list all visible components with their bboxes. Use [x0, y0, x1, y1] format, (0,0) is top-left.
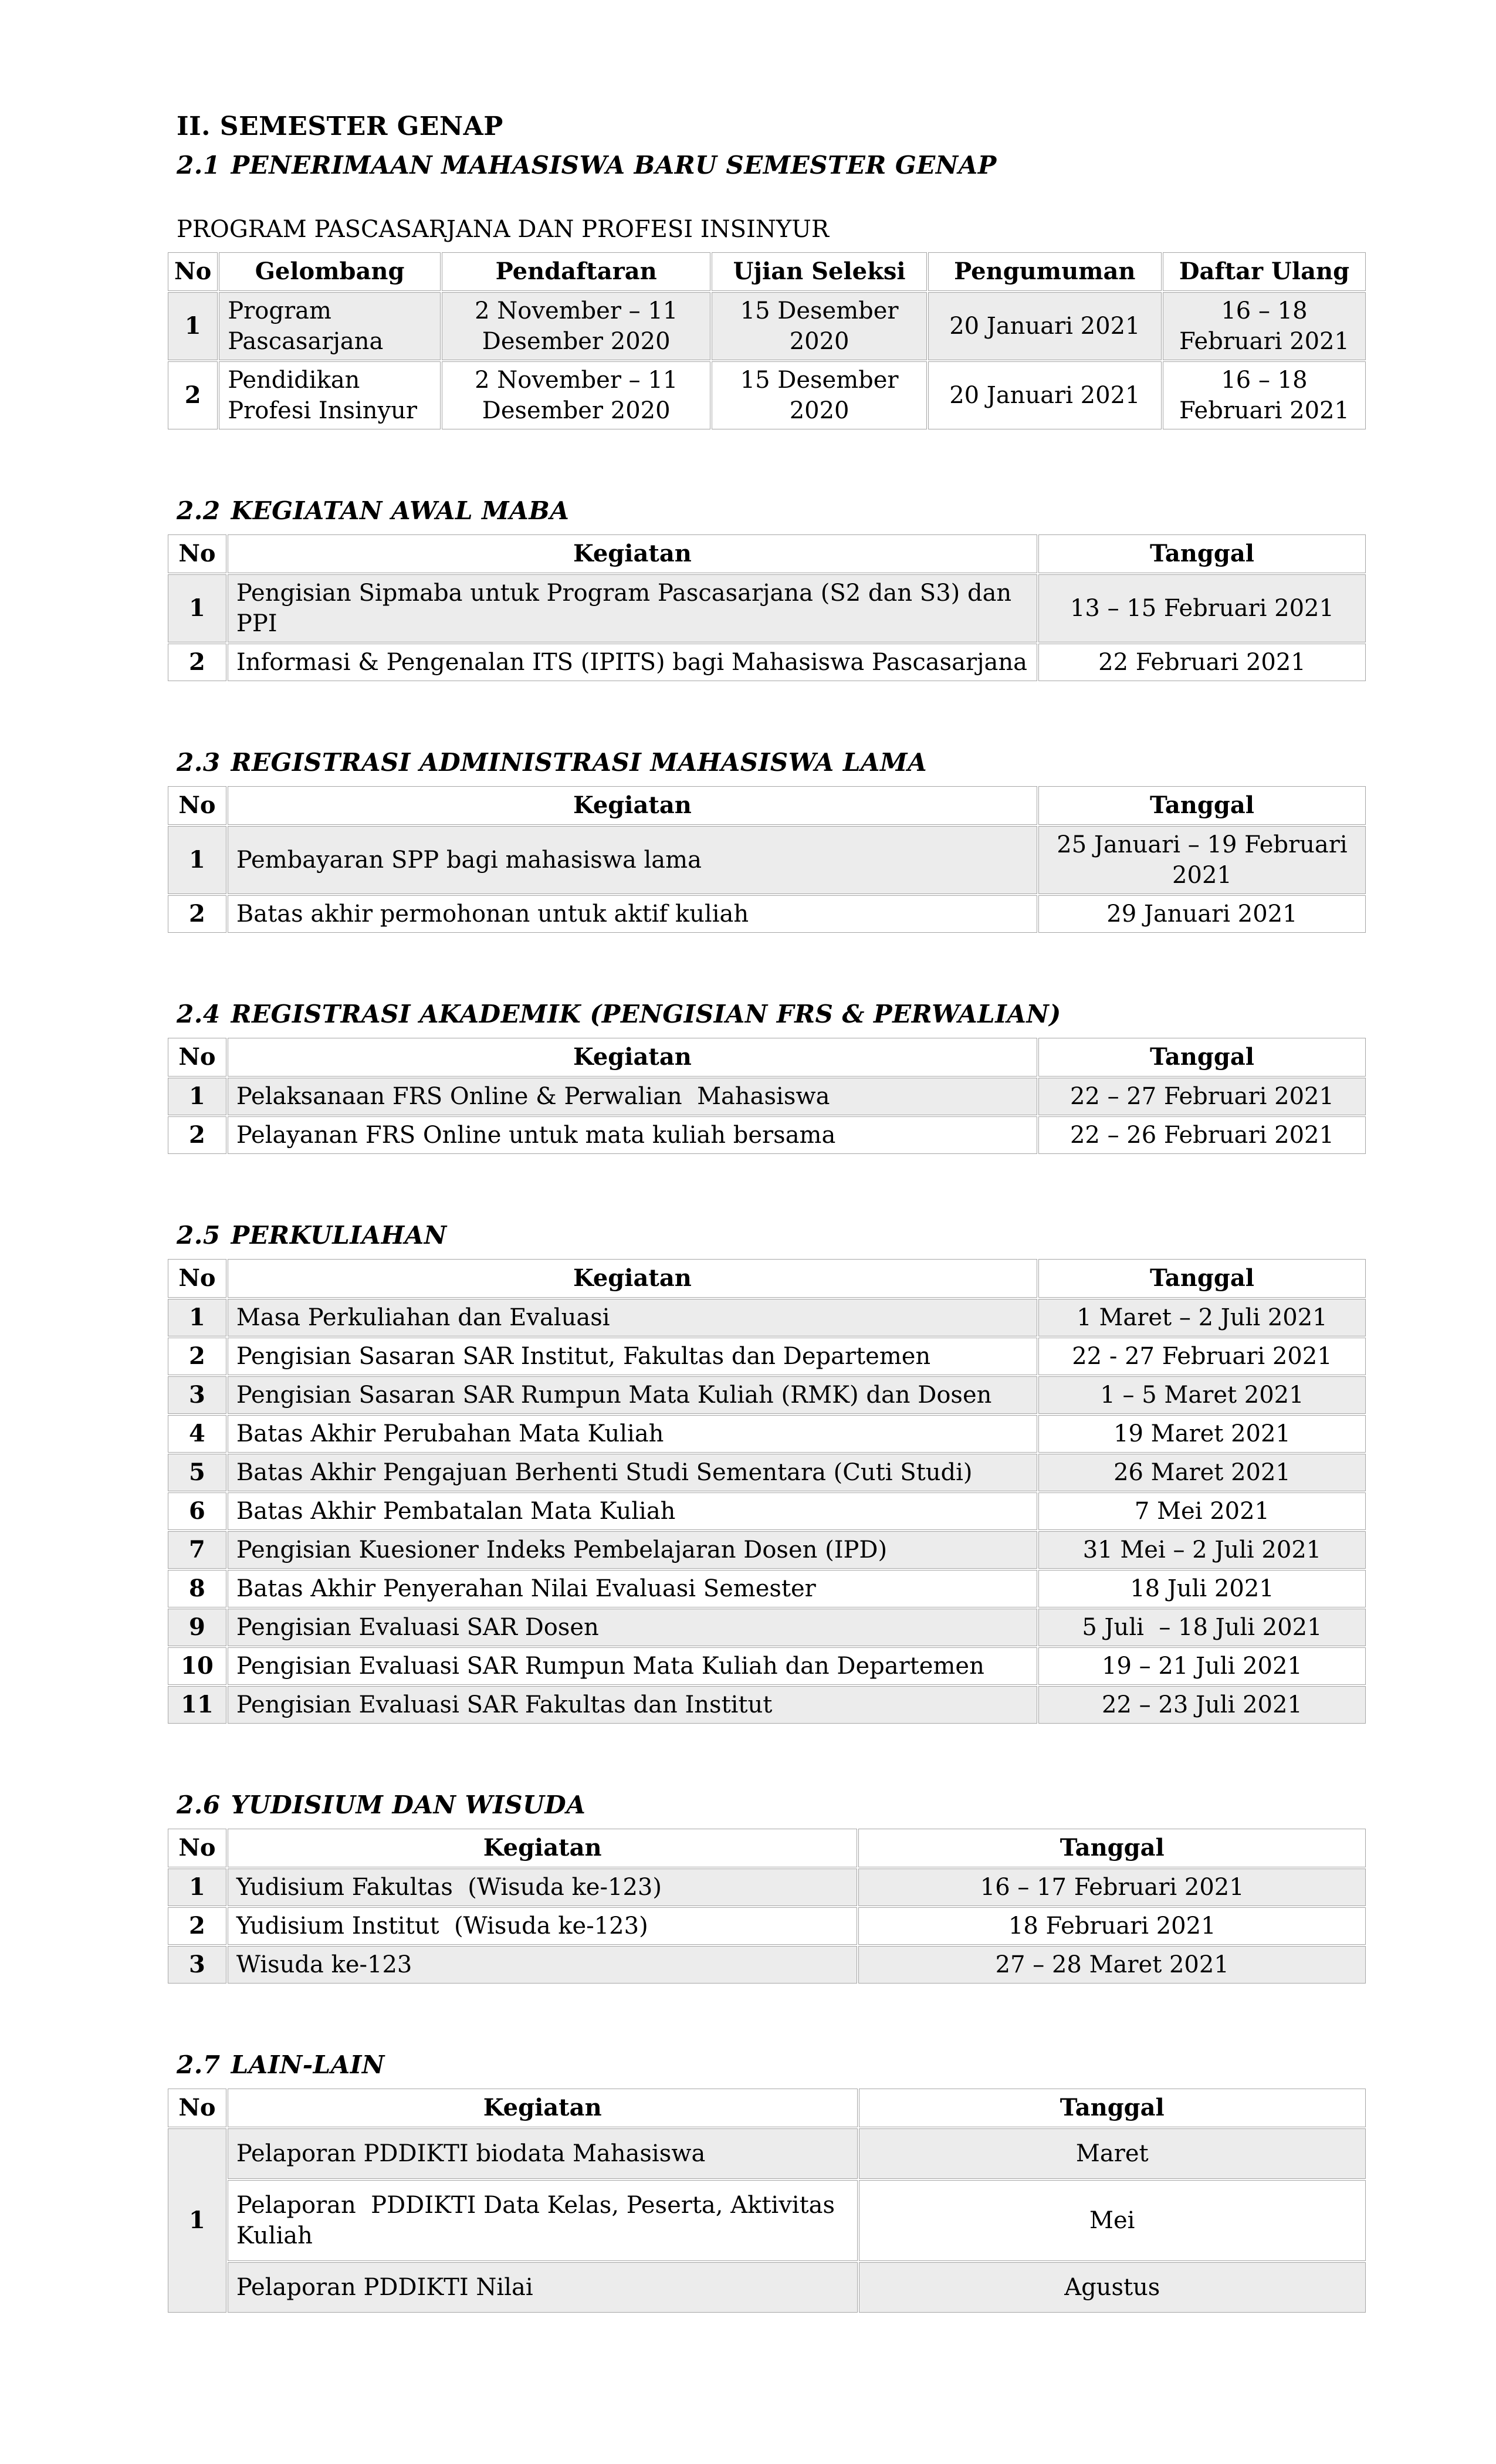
row-number-cell: 6 [168, 1492, 226, 1530]
section-title: PENERIMAAN MAHASISWA BARU SEMESTER GENAP [231, 151, 997, 180]
section-title: YUDISIUM DAN WISUDA [231, 1791, 586, 1819]
header-row [168, 786, 1366, 825]
kegiatan-cell: Pengisian Evaluasi SAR Fakultas dan Institut [228, 1686, 1037, 1724]
kegiatan-cell: Yudisium Fakultas (Wisuda ke-123) [228, 1869, 858, 1906]
section-heading [177, 1791, 1367, 1819]
kegiatan-cell: Pelayanan FRS Online untuk mata kuliah bersama [228, 1116, 1037, 1154]
header-row [168, 1829, 1366, 1867]
section-number: 2.6 [177, 1791, 221, 1819]
row-number-cell: 1 [168, 1299, 226, 1336]
table-row [168, 2180, 1366, 2261]
kegiatan-cell: Batas Akhir Penyerahan Nilai Evaluasi Semester [228, 1570, 1037, 1607]
column-header-kegiatan: Kegiatan [228, 534, 1037, 573]
row-number-cell: 7 [168, 1531, 226, 1569]
header-row [168, 2089, 1366, 2127]
column-header-gelombang: Gelombang [219, 252, 441, 291]
tanggal-cell: 1 Maret – 2 Juli 2021 [1038, 1299, 1366, 1336]
column-header-kegiatan: Kegiatan [228, 1259, 1037, 1298]
table-row [168, 1531, 1366, 1569]
row-number-cell: 9 [168, 1609, 226, 1646]
section-title: LAIN-LAIN [231, 2050, 385, 2079]
kegiatan-cell: Pembayaran SPP bagi mahasiswa lama [228, 826, 1037, 894]
kegiatan-cell: Masa Perkuliahan dan Evaluasi [228, 1299, 1037, 1336]
schedule-table-2-6 [167, 1827, 1367, 1985]
column-header-kegiatan: Kegiatan [228, 1038, 1037, 1077]
header-row [168, 252, 1366, 291]
table-row [168, 574, 1366, 642]
kegiatan-cell: Informasi & Pengenalan ITS (IPITS) bagi Mahasiswa Pascasarjana [228, 644, 1037, 681]
table-row [168, 2262, 1366, 2313]
table-row [168, 1454, 1366, 1491]
kegiatan-cell: Yudisium Institut (Wisuda ke-123) [228, 1907, 858, 1945]
tanggal-cell: 5 Juli – 18 Juli 2021 [1038, 1609, 1366, 1646]
row-number-cell: 1 [168, 574, 226, 642]
tanggal-cell: 22 – 23 Juli 2021 [1038, 1686, 1366, 1724]
header-row [168, 1038, 1366, 1077]
table-row [168, 1415, 1366, 1453]
column-header-no: No [168, 1829, 226, 1867]
schedule-table-2-2 [167, 533, 1367, 682]
row-number-cell: 1 [168, 292, 218, 360]
kegiatan-cell: Batas Akhir Pengajuan Berhenti Studi Sementara (Cuti Studi) [228, 1454, 1037, 1491]
row-number-cell: 2 [168, 361, 218, 429]
table-row [168, 361, 1366, 429]
table-row [168, 1686, 1366, 1724]
schedule-table-2-4 [167, 1037, 1367, 1155]
table-row [168, 644, 1366, 681]
row-number-cell: 1 [168, 2128, 226, 2313]
schedule-table-2-5 [167, 1258, 1367, 1725]
table-row [168, 2128, 1366, 2179]
section-2-3 [167, 748, 1367, 934]
table-row [168, 1338, 1366, 1375]
section-2-4 [167, 1000, 1367, 1155]
schedule-table-2-1 [167, 251, 1367, 431]
column-header-no: No [168, 534, 226, 573]
pengumuman-cell: 20 Januari 2021 [928, 292, 1162, 360]
section-2-7 [167, 2050, 1367, 2314]
row-number-cell: 3 [168, 1946, 226, 1984]
kegiatan-cell: Pelaksanaan FRS Online & Perwalian Mahasiswa [228, 1078, 1037, 1115]
column-header-tanggal: Tanggal [1038, 1038, 1366, 1077]
tanggal-cell: 29 Januari 2021 [1038, 895, 1366, 933]
tanggal-cell: 25 Januari – 19 Februari 2021 [1038, 826, 1366, 894]
tanggal-cell: 22 - 27 Februari 2021 [1038, 1338, 1366, 1375]
table-row [168, 1570, 1366, 1607]
pengumuman-cell: 20 Januari 2021 [928, 361, 1162, 429]
column-header-kegiatan: Kegiatan [228, 786, 1037, 825]
kegiatan-cell: Batas akhir permohonan untuk aktif kuliah [228, 895, 1037, 933]
column-header-no: No [168, 252, 218, 291]
tanggal-cell: 31 Mei – 2 Juli 2021 [1038, 1531, 1366, 1569]
header-row [168, 534, 1366, 573]
column-header-no: No [168, 1259, 226, 1298]
schedule-table-2-7 [167, 2087, 1367, 2314]
schedule-table-2-3 [167, 785, 1367, 934]
table-row [168, 1116, 1366, 1154]
section-number: 2.4 [177, 1000, 221, 1028]
kegiatan-cell: Pengisian Evaluasi SAR Dosen [228, 1609, 1037, 1646]
column-header-tanggal: Tanggal [859, 2089, 1366, 2127]
tanggal-cell: 22 – 26 Februari 2021 [1038, 1116, 1366, 1154]
table-row [168, 1299, 1366, 1336]
section-title: KEGIATAN AWAL MABA [231, 496, 570, 525]
tanggal-cell: 18 Februari 2021 [858, 1907, 1366, 1945]
table-row [168, 1907, 1366, 1945]
column-header-pengumuman: Pengumuman [928, 252, 1162, 291]
column-header-tanggal: Tanggal [1038, 534, 1366, 573]
pendaftaran-cell: 2 November – 11 Desember 2020 [442, 292, 710, 360]
row-number-cell: 2 [168, 1338, 226, 1375]
section-subheading: PROGRAM PASCASARJANA DAN PROFESI INSINYUR [177, 216, 830, 243]
kegiatan-cell: Pengisian Sasaran SAR Rumpun Mata Kuliah (RMK) dan Dosen [228, 1376, 1037, 1414]
section-number: 2.3 [177, 748, 221, 777]
row-number-cell: 2 [168, 1907, 226, 1945]
section-number: 2.7 [177, 2050, 221, 2079]
section-number: 2.1 [177, 151, 221, 180]
column-header-no: No [168, 1038, 226, 1077]
section-heading [177, 2050, 1367, 2079]
tanggal-cell: Maret [859, 2128, 1366, 2179]
ujian-seleksi-cell: 15 Desember 2020 [712, 361, 926, 429]
column-header-tanggal: Tanggal [858, 1829, 1366, 1867]
column-header-tanggal: Tanggal [1038, 786, 1366, 825]
row-number-cell: 11 [168, 1686, 226, 1724]
section-title: REGISTRASI AKADEMIK (PENGISIAN FRS & PERWALIAN) [231, 1000, 1061, 1028]
tanggal-cell: 22 Februari 2021 [1038, 644, 1366, 681]
tanggal-cell: 27 – 28 Maret 2021 [858, 1946, 1366, 1984]
tanggal-cell: 19 Maret 2021 [1038, 1415, 1366, 1453]
kegiatan-cell: Pelaporan PDDIKTI Nilai [228, 2262, 858, 2313]
section-heading [177, 1221, 1367, 1250]
tanggal-cell: 13 – 15 Februari 2021 [1038, 574, 1366, 642]
kegiatan-cell: Pengisian Sipmaba untuk Program Pascasarjana (S2 dan S3) dan PPI [228, 574, 1037, 642]
section-heading [177, 748, 1367, 777]
row-number-cell: 2 [168, 644, 226, 681]
table-row [168, 895, 1366, 933]
table-row [168, 1869, 1366, 1906]
kegiatan-cell: Batas Akhir Perubahan Mata Kuliah [228, 1415, 1037, 1453]
section-2-5 [167, 1221, 1367, 1725]
section-title: REGISTRASI ADMINISTRASI MAHASISWA LAMA [231, 748, 928, 777]
section-heading [177, 1000, 1367, 1028]
kegiatan-cell: Pelaporan PDDIKTI biodata Mahasiswa [228, 2128, 858, 2179]
kegiatan-cell: Pengisian Sasaran SAR Institut, Fakultas dan Departemen [228, 1338, 1037, 1375]
tanggal-cell: 1 – 5 Maret 2021 [1038, 1376, 1366, 1414]
gelombang-cell: Program Pascasarjana [219, 292, 441, 360]
table-row [168, 1492, 1366, 1530]
row-number-cell: 3 [168, 1376, 226, 1414]
table-row [168, 1078, 1366, 1115]
pendaftaran-cell: 2 November – 11 Desember 2020 [442, 361, 710, 429]
section-heading [177, 151, 1367, 180]
tanggal-cell: Agustus [859, 2262, 1366, 2313]
kegiatan-cell: Pengisian Evaluasi SAR Rumpun Mata Kuliah dan Departemen [228, 1647, 1037, 1685]
daftar-ulang-cell: 16 – 18 Februari 2021 [1163, 361, 1366, 429]
row-number-cell: 10 [168, 1647, 226, 1685]
section-heading [177, 496, 1367, 525]
page-title: II. SEMESTER GENAP [177, 111, 503, 141]
row-number-cell: 2 [168, 895, 226, 933]
kegiatan-cell: Batas Akhir Pembatalan Mata Kuliah [228, 1492, 1037, 1530]
table-row [168, 1609, 1366, 1646]
column-header-ujian-seleksi: Ujian Seleksi [712, 252, 926, 291]
ujian-seleksi-cell: 15 Desember 2020 [712, 292, 926, 360]
column-header-kegiatan: Kegiatan [228, 1829, 858, 1867]
column-header-tanggal: Tanggal [1038, 1259, 1366, 1298]
table-row [168, 1946, 1366, 1984]
tanggal-cell: 16 – 17 Februari 2021 [858, 1869, 1366, 1906]
table-row [168, 1376, 1366, 1414]
row-number-cell: 1 [168, 1078, 226, 1115]
section-2-6 [167, 1791, 1367, 1985]
column-header-pendaftaran: Pendaftaran [442, 252, 710, 291]
row-number-cell: 1 [168, 1869, 226, 1906]
row-number-cell: 1 [168, 826, 226, 894]
tanggal-cell: Mei [859, 2180, 1366, 2261]
row-number-cell: 4 [168, 1415, 226, 1453]
column-header-kegiatan: Kegiatan [228, 2089, 858, 2127]
tanggal-cell: 18 Juli 2021 [1038, 1570, 1366, 1607]
row-number-cell: 5 [168, 1454, 226, 1491]
sections-container [167, 151, 1367, 2314]
tanggal-cell: 22 – 27 Februari 2021 [1038, 1078, 1366, 1115]
kegiatan-cell: Wisuda ke-123 [228, 1946, 858, 1984]
daftar-ulang-cell: 16 – 18 Februari 2021 [1163, 292, 1366, 360]
table-row [168, 826, 1366, 894]
section-2-2 [167, 496, 1367, 682]
table-row [168, 292, 1366, 360]
tanggal-cell: 19 – 21 Juli 2021 [1038, 1647, 1366, 1685]
column-header-no: No [168, 786, 226, 825]
column-header-daftar-ulang: Daftar Ulang [1163, 252, 1366, 291]
header-row [168, 1259, 1366, 1298]
row-number-cell: 2 [168, 1116, 226, 1154]
table-row [168, 1647, 1366, 1685]
column-header-no: No [168, 2089, 226, 2127]
kegiatan-cell: Pengisian Kuesioner Indeks Pembelajaran Dosen (IPD) [228, 1531, 1037, 1569]
kegiatan-cell: Pelaporan PDDIKTI Data Kelas, Peserta, Aktivitas Kuliah [228, 2180, 858, 2261]
tanggal-cell: 7 Mei 2021 [1038, 1492, 1366, 1530]
gelombang-cell: Pendidikan Profesi Insinyur [219, 361, 441, 429]
section-2-1 [167, 151, 1367, 431]
section-number: 2.2 [177, 496, 221, 525]
tanggal-cell: 26 Maret 2021 [1038, 1454, 1366, 1491]
section-number: 2.5 [177, 1221, 221, 1250]
row-number-cell: 8 [168, 1570, 226, 1607]
section-title: PERKULIAHAN [231, 1221, 447, 1250]
